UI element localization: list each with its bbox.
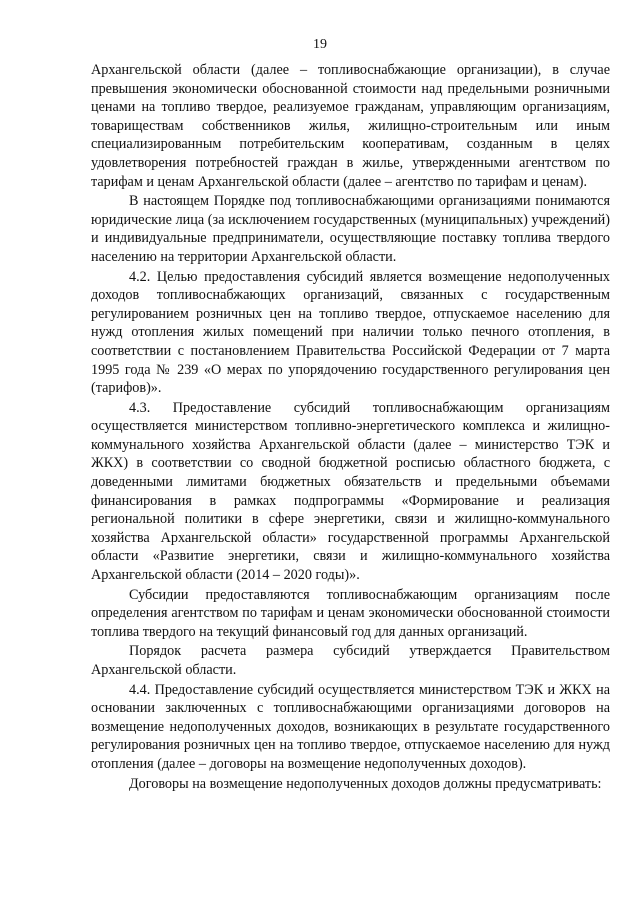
paragraph-subsidies: Субсидии предоставляются топливоснабжающим организациям после определения агентством по тарифам и ценам экономически обоснованной стоимости топлива твердого на текущий финансовый год для данных организаций. — [91, 586, 610, 640]
paragraph-4-2: 4.2. Целью предоставления субсидий является возмещение недополученных доходов топливоснабжающих организаций, связанных с государственным регулированием розничных цен на топливо твердое, отпускаемое населению для нужд отопления жилых помещений при наличии только печного отопления, в соответствии с постановлением Правительства Российской Федерации от 7 марта 1995 года № 239 «О мерах по упорядочению государственного регулирования цен (тарифов)». — [91, 268, 610, 397]
paragraph-calculation-order: Порядок расчета размера субсидий утверждается Правительством Архангельской области. — [91, 643, 610, 678]
paragraph-4-3: 4.3. Предоставление субсидий топливоснабжающим организациям осуществляется министерством топливно-энергетического комплекса и жилищно-коммунального хозяйства Архангельской области (далее – министерство ТЭК и ЖКХ) в соответствии со сводной бюджетной росписью областного бюджета, с доведенными лимитами бюджетных обязательств и предельными объемами финансирования в рамках подпрограммы «Формирование и реализация региональной политики в сфере энергетики, связи и жилищно-коммунального хозяйства Архангельской области» государственной программы Архангельской области «Развитие энергетики, связи и жилищно-коммунального хозяйства Архангельской области (2014 – 2020 годы)». — [91, 399, 610, 584]
paragraph-continuation: Архангельской области (далее – топливоснабжающие организации), в случае превышения экономически обоснованной стоимости над предельными розничными ценами на топливо твердое, реализуемое гражданам, управляющим организациям, товариществам собственников жилья, жилищно-строительным или иным специализированным потребительским кооперативам, созданным в целях удовлетворения потребностей граждан в жилье, утвержденными агентством по тарифам и ценам Архангельской области (далее – агентство по тарифам и ценам). — [91, 62, 610, 190]
paragraph-definition: В настоящем Порядке под топливоснабжающими организациями понимаются юридические лица (за исключением государственных (муниципальных) учреждений) и индивидуальные предприниматели, осуществляющие поставку топлива твердого населению на территории Архангельской области. — [91, 193, 610, 265]
paragraph-contracts: Договоры на возмещение недополученных доходов должны предусматривать: — [129, 775, 602, 792]
paragraph-4-4: 4.4. Предоставление субсидий осуществляется министерством ТЭК и ЖКХ на основании заключенных с топливоснабжающими организациями договоров на возмещение недополученных доходов, возникающих в результате государственного регулирования розничных цен на топливо твердое, отпускаемое населению для нужд отопления (далее – договоры на возмещение недополученных доходов). — [91, 681, 610, 772]
page-number: 19 — [313, 37, 327, 52]
document-body — [91, 61, 610, 793]
